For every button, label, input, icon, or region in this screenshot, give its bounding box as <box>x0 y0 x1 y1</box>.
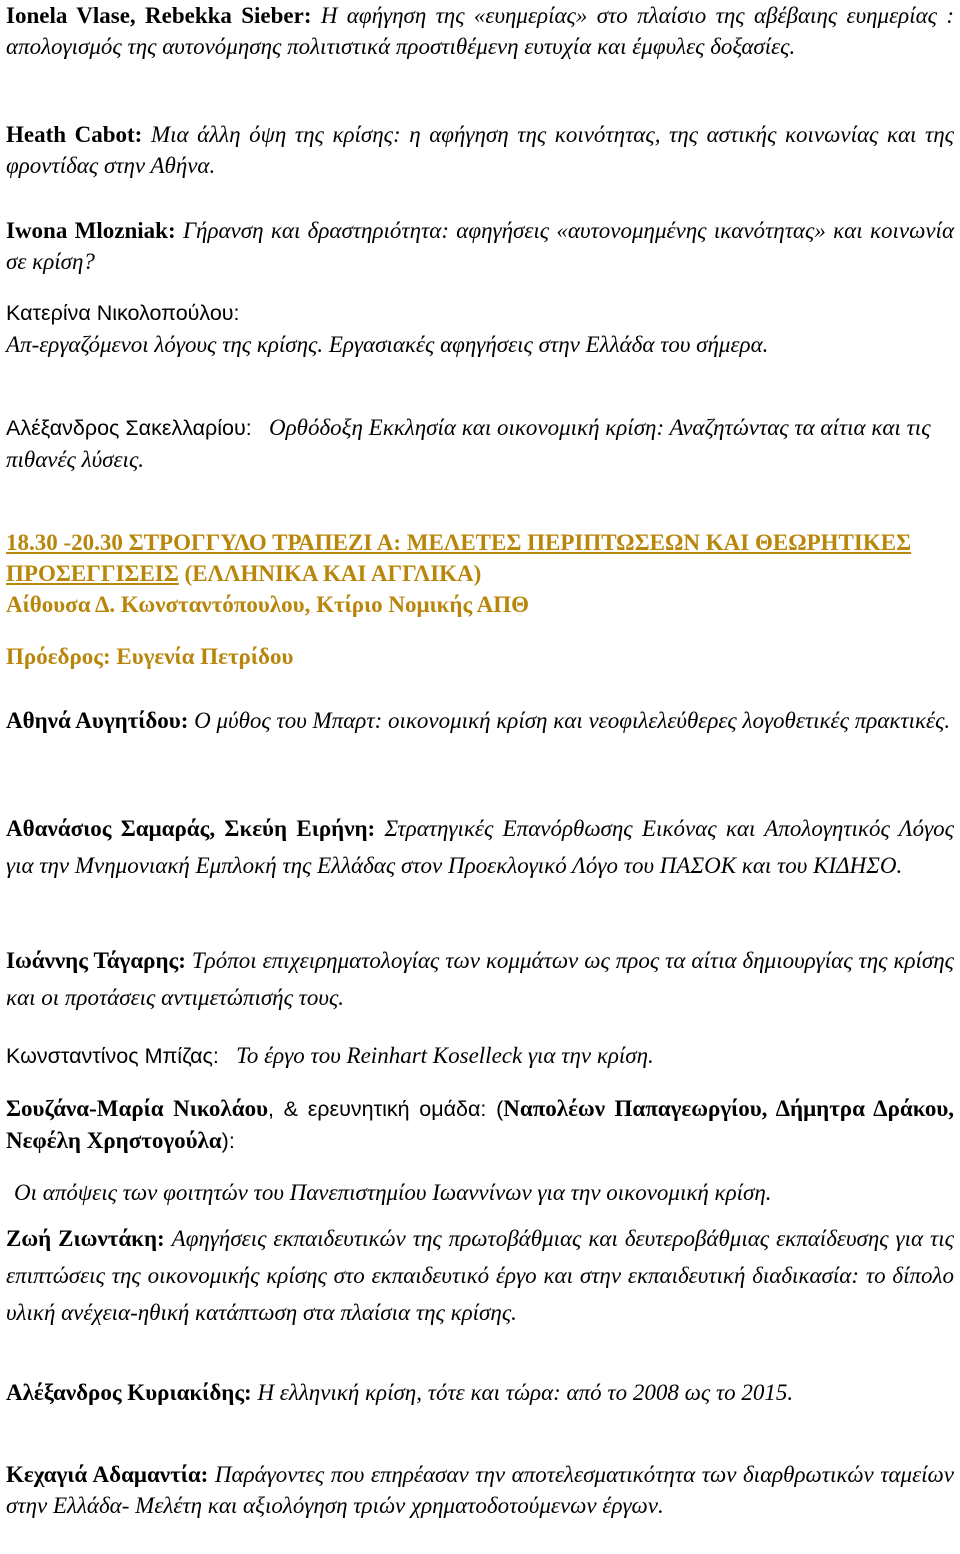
talk-title: Τρόποι επιχειρηματολογίας των κομμάτων ως προς τα αίτια δημιουργίας της κρίσης και οι προτάσεις αντιμετώπισής τους. <box>6 948 955 1010</box>
talk-authors: Αθανάσιος Σαμαράς, Σκεύη Ειρήνη: <box>6 816 376 841</box>
talk-authors: Κεχαγιά Αδαμαντία: <box>6 1462 209 1487</box>
entry-title: Μια άλλη όψη της κρίσης: η αφήγηση της κοινότητας, της αστικής κοινωνίας και της φροντίδας στην Αθήνα. <box>6 122 954 178</box>
entry-title: Η αφήγηση της «ευημερίας» στο πλαίσιο της αβέβαιης ευημερίας : απολογισμός της αυτονόμησης πολιτιστικά προστιθέμενη ευτυχία και έμφυλες δοξασίες. <box>6 3 955 59</box>
talk-tagaris <box>6 942 954 1016</box>
talk-title: Το έργο του Reinhart Koselleck για την κρίση. <box>236 1043 654 1068</box>
entry-vlase <box>6 0 954 62</box>
entry-title: Ορθόδοξη Εκκλησία και οικονομική κρίση: Αναζητώντας τα αίτια και τις πιθανές λύσεις. <box>6 415 931 472</box>
talk-close: ): <box>221 1129 235 1153</box>
talk-authors: Ιωάννης Τάγαρης: <box>6 948 186 973</box>
talk-authors: Κωνσταντίνος Μπίζας: <box>6 1044 219 1068</box>
entry-authors: Ionela Vlase, Rebekka Sieber: <box>6 3 312 28</box>
entry-authors: Αλέξανδρος Σακελλαρίου: <box>6 416 252 440</box>
entry-title: Απ-εργαζόμενοι λόγους της κρίσης. Εργασιακές αφηγήσεις στην Ελλάδα του σήμερα. <box>6 332 769 357</box>
entry-mlozniak <box>6 215 954 277</box>
talk-adamantia <box>6 1459 954 1521</box>
talk-title: Αφηγήσεις εκπαιδευτικών της πρωτοβάθμιας και δευτεροβάθμιας εκπαίδευσης για τις επιπτώσεις της οικονομικής κρίσης στο εκπαιδευτικό έργο και στην εκπαιδευτική διαδικασία: το δίπολο υλική ανέχεια-ηθική κατάπτωση στα πλαίσια της κρίσης. <box>6 1226 955 1325</box>
talk-connector: , & ερευνητική ομάδα: ( <box>268 1097 504 1121</box>
entry-authors: Heath Cabot: <box>6 122 143 147</box>
talk-ziontaki <box>6 1220 954 1331</box>
entry-cabot <box>6 119 954 181</box>
talk-kyriakidis <box>6 1377 954 1408</box>
talk-title: Παράγοντες που επηρέασαν την αποτελεσματικότητα των διαρθρωτικών ταμείων στην Ελλάδα- Μελέτη και αξιολόγηση τριών χρηματοδοτούμενων έργων. <box>6 1462 955 1518</box>
talk-authors: Ζωή Ζιωντάκη: <box>6 1226 165 1251</box>
session-chair <box>6 641 954 672</box>
talk-author-main: Σουζάνα-Μαρία Νικολάου <box>6 1096 269 1121</box>
entry-authors: Κατερίνα Νικολοπούλου: <box>6 301 240 325</box>
entry-nikolopoulou <box>6 297 954 360</box>
talk-nikolaou-title <box>14 1177 954 1208</box>
entry-authors: Iwona Mlozniak: <box>6 218 176 243</box>
talk-samaras <box>6 810 954 884</box>
talk-nikolaou <box>6 1093 954 1157</box>
entry-title: Γήρανση και δραστηριότητα: αφηγήσεις «αυτονομημένης ικανότητας» και κοινωνία σε κρίση? <box>6 218 955 274</box>
talk-authors: Αλέξανδρος Κυριακίδης: <box>6 1380 252 1405</box>
talk-title: Στρατηγικές Επανόρθωσης Εικόνας και Απολογητικός Λόγος για την Μνημονιακή Εμπλοκή της Ελλάδας στον Προεκλογικό Λόγο του ΠΑΣΟΚ και του ΚΙΔΗΣΟ. <box>6 816 955 878</box>
entry-sakellariou <box>6 412 954 475</box>
session-heading-rest: (ΕΛΛΗΝΙΚΑ ΚΑΙ ΑΓΓΛΙΚΑ) <box>178 561 482 586</box>
talk-authors: Αθηνά Αυγητίδου: <box>6 708 189 733</box>
talk-title: Η ελληνική κρίση, τότε και τώρα: από το 2008 ως το 2015. <box>257 1380 794 1405</box>
talk-bizas <box>6 1040 954 1072</box>
talk-title: Οι απόψεις των φοιτητών του Πανεπιστημίου Ιωαννίνων για την οικονομική κρίση. <box>14 1180 772 1205</box>
session-chair-text: Πρόεδρος: Ευγενία Πετρίδου <box>6 644 294 669</box>
session-heading-underlined: 18.30 -20.30 ΣΤΡΟΓΓΥΛΟ ΤΡΑΠΕΖΙ Α: ΜΕΛΕΤΕΣ ΠΕΡΙΠΤΩΣΕΩΝ ΚΑΙ ΘΕΩΡΗΤΙΚΕΣ ΠΡΟΣΕΓΓΙΣΕΙΣ <box>6 530 912 586</box>
session-heading <box>6 527 954 620</box>
talk-title: Ο μύθος του Μπαρτ: οικονομική κρίση και νεοφιλελεύθερες λογοθετικές πρακτικές. <box>194 708 951 733</box>
talk-avgitidou <box>6 702 954 739</box>
session-room: Αίθουσα Δ. Κωνσταντόπουλου, Κτίριο Νομικής ΑΠΘ <box>6 592 530 617</box>
talk-members: Ναπολέων Παπαγεωργίου, Δήμητρα Δράκου, Νεφέλη Χρηστογούλα <box>6 1096 955 1153</box>
